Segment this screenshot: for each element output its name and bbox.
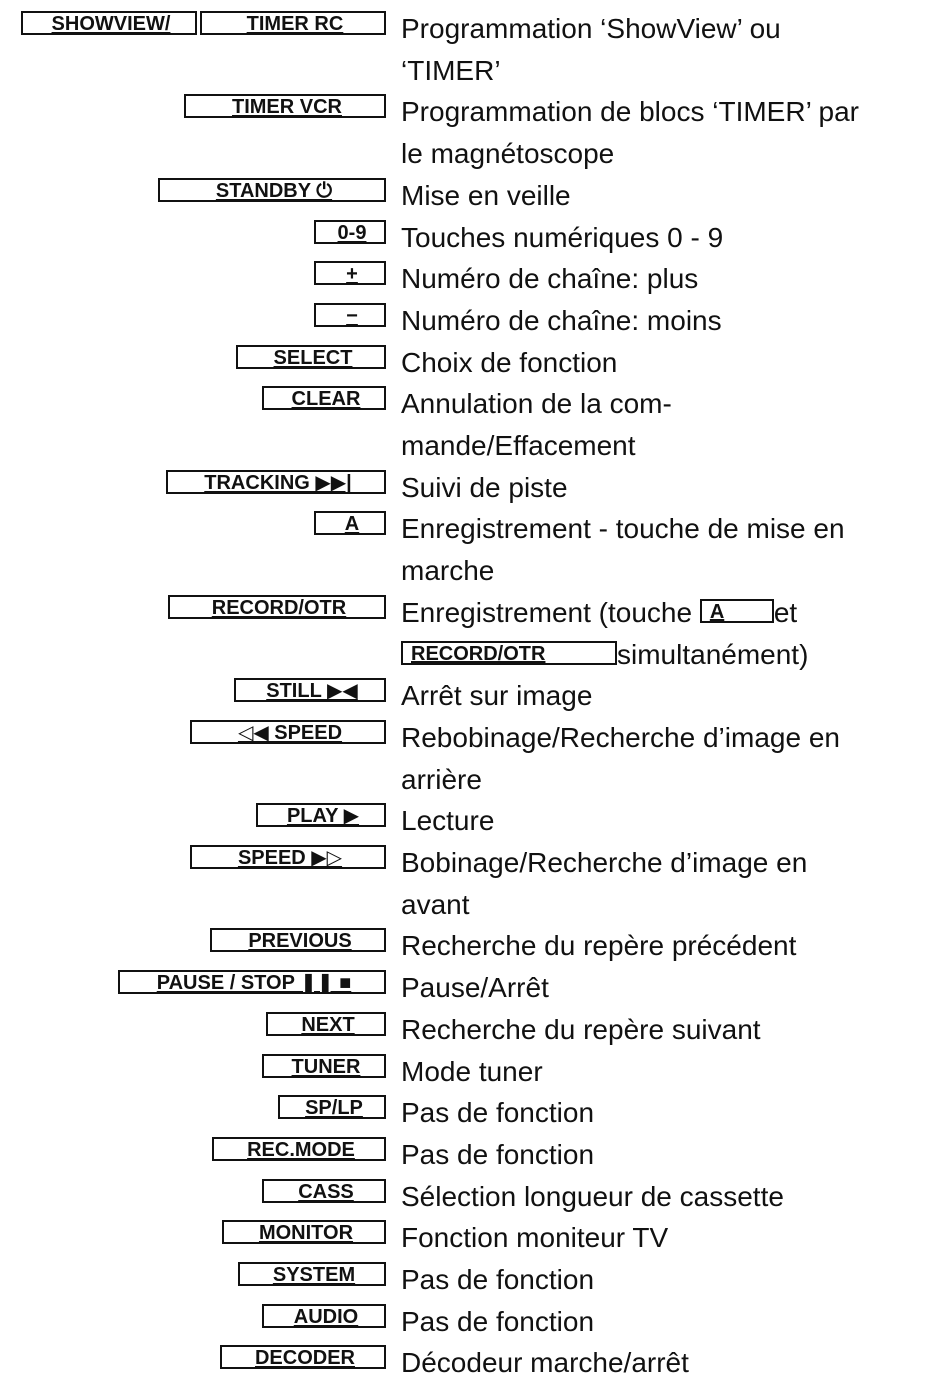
remote-key-label: AUDIO [262,1304,386,1328]
remote-key-label: − [314,303,386,327]
description-text: simultanément) [617,638,809,670]
description-line: Annulation de la com- [401,388,672,420]
remote-key-label: TIMER VCR [184,94,386,118]
key-description [401,1259,929,1301]
key-description [401,1176,929,1218]
key-description [401,717,929,801]
description-line: Enregistrement - touche de mise en [401,513,845,545]
remote-key-label: + [314,261,386,285]
key-description [401,342,929,384]
remote-key-label: RECORD/OTR [168,595,386,619]
key-labels [266,1012,386,1036]
key-description [401,675,929,717]
description-line: Mode tuner [401,1055,543,1087]
key-row [0,217,932,259]
description-line [401,634,929,676]
key-description [401,8,929,92]
key-row [0,383,932,466]
key-row [0,675,932,717]
key-labels [166,470,386,494]
description-line: Pas de fonction [401,1305,595,1337]
key-row [0,800,932,842]
key-labels [256,803,386,827]
key-description [401,1051,929,1093]
description-line: marche [401,555,495,587]
key-labels [118,970,386,994]
description-line: Bobinage/Recherche d’image en [401,847,808,878]
key-row [0,1134,932,1176]
key-description [401,383,929,467]
key-row [0,967,932,1009]
key-row [0,1009,932,1051]
description-line: Pas de fonction [401,1138,595,1170]
remote-key-label: A [314,511,386,535]
description-line: mande/Effacement [401,430,636,462]
description-line: arrière [401,763,482,795]
remote-key-label: NEXT [266,1012,386,1036]
key-row [0,342,932,384]
description-line: Suivi de piste [401,471,568,503]
key-description [401,1217,929,1259]
key-labels [222,1220,386,1244]
description-line: Sélection longueur de cassette [401,1180,784,1212]
description-line: Lecture [401,805,495,837]
remote-key-label: CASS [262,1179,386,1203]
remote-key-label: STILL ▶◀ [234,678,386,702]
key-description [401,91,929,175]
key-row [0,8,932,91]
description-line: Numéro de chaîne: moins [401,304,722,336]
key-labels [262,1054,386,1078]
key-labels [314,261,386,285]
key-description [401,1342,929,1384]
remote-key-label: PAUSE / STOP ❚❚ ■ [118,970,386,994]
description-line: Pas de fonction [401,1264,595,1295]
key-row [0,175,932,217]
description-line: Numéro de chaîne: plus [401,263,699,295]
inline-key-a: A [700,599,774,623]
key-description [401,842,929,926]
remote-key-label: SHOWVIEW/ [21,11,197,35]
key-labels [236,345,386,369]
key-row [0,300,932,342]
description-line: Décodeur marche/arrêt [401,1347,689,1379]
remote-key-label: PLAY ▶ [256,803,386,827]
key-labels [210,928,386,952]
key-row [0,91,932,174]
description-line: le magnétoscope [401,138,615,170]
key-description [401,508,929,592]
key-labels [190,720,386,744]
description-line: ‘TIMER’ [401,55,501,86]
remote-key-label: CLEAR [262,386,386,410]
key-description [401,1134,929,1176]
key-labels [212,1137,386,1161]
remote-key-label: DECODER [220,1345,386,1369]
key-description [401,592,929,676]
key-row [0,508,932,591]
key-row [0,467,932,509]
description-line: avant [401,889,470,920]
key-row [0,717,932,800]
description-line [401,592,929,634]
key-labels [314,303,386,327]
description-line: Arrêt sur image [401,680,593,712]
key-row [0,258,932,300]
key-description [401,467,929,509]
remote-key-label: STANDBY ⏻ [158,178,386,202]
remote-key-label: MONITOR [222,1220,386,1244]
remote-key-label: 0-9 [314,220,386,244]
key-labels [314,511,386,535]
key-row [0,925,932,967]
key-row [0,1051,932,1093]
key-row [0,1217,932,1259]
key-row [0,1301,932,1343]
remote-key-label: ◁◀ SPEED [190,720,386,744]
remote-key-label: PREVIOUS [210,928,386,952]
key-labels [238,1262,386,1286]
key-description [401,967,929,1009]
key-description [401,300,929,342]
remote-key-label: TIMER RC [200,11,386,35]
key-labels [278,1095,386,1119]
remote-key-label: SP/LP [278,1095,386,1119]
key-labels [158,178,386,202]
key-labels [262,1179,386,1203]
key-row [0,1176,932,1218]
key-description [401,800,929,842]
key-labels [184,94,386,118]
key-description [401,175,929,217]
key-row [0,1342,932,1384]
inline-connector: et [773,596,798,628]
description-line: Pas de fonction [401,1097,595,1129]
description-line: Touches numériques 0 - 9 [401,221,724,253]
description-line: Programmation de blocs ‘TIMER’ par [401,96,860,128]
inline-key-record-otr: RECORD/OTR [401,641,617,665]
description-line: Recherche du repère précédent [401,930,797,962]
key-row [0,842,932,925]
remote-key-label: REC.MODE [212,1137,386,1161]
remote-key-label: SELECT [236,345,386,369]
key-labels [190,845,386,869]
remote-key-label: SPEED ▶▷ [190,845,386,869]
key-labels [262,1304,386,1328]
description-line: Programmation ‘ShowView’ ou [401,13,781,44]
remote-key-label: TUNER [262,1054,386,1078]
key-labels [234,678,386,702]
key-row [0,592,932,675]
key-description [401,1092,929,1134]
key-row [0,1092,932,1134]
key-labels [262,386,386,410]
key-description [401,925,929,967]
description-line: Pause/Arrêt [401,972,549,1004]
key-description [401,217,929,259]
key-labels [21,11,386,35]
description-line: Mise en veille [401,179,571,211]
description-text: Enregistrement (touche [401,596,693,628]
key-description [401,1301,929,1343]
key-labels [314,220,386,244]
key-row [0,1259,932,1301]
description-line: Recherche du repère suivant [401,1013,761,1045]
description-line: Fonction moniteur TV [401,1222,669,1254]
description-line: Rebobinage/Recherche d’image en [401,721,840,753]
remote-key-label: TRACKING ▶▶| [166,470,386,494]
key-description [401,258,929,300]
remote-key-label: SYSTEM [238,1262,386,1286]
key-labels [168,595,386,619]
description-line: Choix de fonction [401,346,618,378]
key-labels [220,1345,386,1369]
key-description [401,1009,929,1051]
